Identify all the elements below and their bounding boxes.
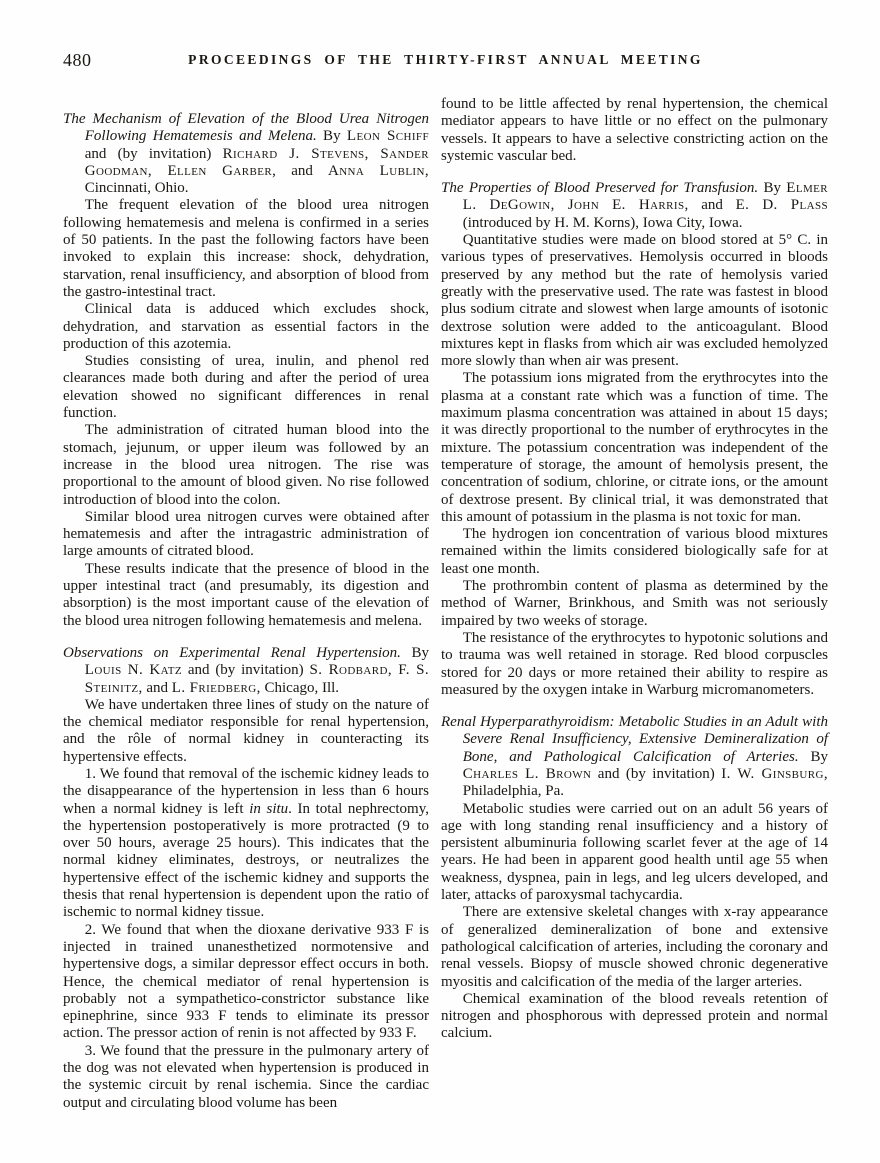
- section-heading: [63, 111, 429, 197]
- italic-run: The Properties of Blood Preserved for Transfusion.: [441, 180, 759, 197]
- text-run: and (by invitation): [84, 145, 223, 162]
- text-run: . In total nephrectomy, the hypertension postoperatively is more protracted (9 to over 50 hours, average 25 hours). This indicates that the normal kidney eliminates, destroys, or neutralizes the hypertensive effect of the ischemic kidney and supports the thesis that renal hypertension is dependent upon the ratio of ischemic to normal kidney tissue.: [63, 800, 430, 921]
- text-run: and: [688, 197, 736, 214]
- text-run: Similar blood urea nitrogen curves were obtained after hematemesis and after the intragastric administration of large amounts of citrated blood.: [63, 508, 429, 560]
- column-right: [441, 96, 828, 1112]
- paragraph: [63, 922, 429, 1043]
- text-run: The prothrombin content of plasma as determined by the method of Warner, Brinkhous, and Smith was not seriously impaired by two weeks of storage.: [441, 578, 828, 629]
- page-header: [63, 50, 828, 72]
- paragraph: [63, 509, 429, 561]
- paragraph: [63, 561, 429, 630]
- paragraph: [441, 96, 828, 165]
- text-run: 3. We found that the pressure in the pulmonary artery of the dog was not elevated when hypertension is produced in the systemic circuit by renal ischemia. Since the cardiac output and circulating blood volume has been: [63, 1042, 429, 1111]
- paragraph: [63, 422, 429, 508]
- text-run: By: [758, 180, 787, 197]
- author-names: Leon Schiff: [346, 128, 429, 145]
- author-names: E. D. Plass: [735, 197, 828, 214]
- author-names: Louis N. Katz: [84, 662, 183, 679]
- column-left: [63, 96, 429, 1112]
- text-run: and (by invitation): [591, 765, 722, 782]
- paragraph: [441, 991, 828, 1043]
- italic-run: The Mechanism of Elevation of the Blood Urea Nitrogen Following Hematemesis and Melena.: [63, 111, 429, 145]
- text-run: Studies consisting of urea, inulin, and phenol red clearances made both during and after the period of urea elevation showed no significant differences in renal function.: [63, 353, 429, 422]
- text-run: 1. We found that removal of the ischemic kidney leads to the disappearance of the hypertension in less than 6 hours when a normal kidney is left: [63, 765, 429, 817]
- text-run: Quantitative studies were made on blood stored at 5° C. in various types of preservatives. Hemolysis occurred in bloods preserved by any method but the rate of hemolysis varied greatly with the preservative used. The rate was fastest in blood plus sodium citrate and slowest when large amounts of isotonic dextrose solution were added to the anticoagulant. Blood mixtures kept in flasks from which air was excluded hemolyzed more slowly than when air was present.: [441, 232, 828, 370]
- text-run: By: [798, 748, 828, 765]
- author-names: S. Rodbard, F. S. Steinitz,: [84, 662, 429, 696]
- text-run: By: [316, 128, 347, 145]
- paragraph: [441, 370, 828, 526]
- paragraph: [441, 232, 828, 370]
- text-run: 2. We found that when the dioxane derivative 933 F is injected in trained unanesthetized normotensive and hypertensive dogs, a similar depressor effect occurs in both. Hence, the chemical mediator of renal hypertension is probably not a sympathetico-constrictor substance like epinephrine, since 933 F tends to eliminate its pressor action. The pressor action of renin is not affected by 933 F.: [63, 921, 429, 1042]
- text-run: Cincinnati, Ohio.: [84, 180, 189, 197]
- text-run: The frequent elevation of the blood urea nitrogen following hematemesis and melena is confirmed in a series of 50 patients. In the past the following factors have been invoked to explain this increase: shock, dehydration, starvation, renal insufficiency, and absorption of blood from the gastro-intestinal tract.: [63, 197, 429, 300]
- section-heading: [441, 180, 828, 232]
- text-run: Chicago, Ill.: [260, 679, 340, 696]
- author-names: Richard J. Stevens, Sander Goodman, Ellen Garber,: [84, 145, 429, 179]
- text-run: Metabolic studies were carried out on an adult 56 years of age with long standing renal insufficiency and a history of persistent albuminuria following scarlet fever at the age of 14 years. He had been in apparent good health until age 55 when weakness, dyspnea, pain in legs, and leg ulcers developed, and later, attacks of paroxysmal tachycardia.: [441, 800, 828, 904]
- text-run: and: [142, 679, 172, 696]
- text-run: found to be little affected by renal hypertension, the chemical mediator appears to have little or no effect on the pulmonary vessels. It appears to have a selective constricting action on the systemic vascular bed.: [441, 96, 828, 164]
- paragraph: [63, 197, 429, 301]
- paragraph: [441, 630, 828, 699]
- author-names: Anna Lublin,: [327, 162, 429, 179]
- italic-run: Renal Hyperparathyroidism: Metabolic Studies in an Adult with Severe Renal Insufficiency, Extensive Demineralization of Bone, and Pathological Calcification of Arteries.: [441, 714, 828, 765]
- paragraph: [441, 904, 828, 990]
- author-names: I. W. Ginsburg,: [721, 765, 828, 782]
- paragraph: [63, 301, 429, 353]
- paragraph: [63, 766, 429, 922]
- italic-run: Observations on Experimental Renal Hypertension.: [63, 644, 401, 661]
- text-run: The administration of citrated human blood into the stomach, jejunum, or upper ileum was followed by an increase in the blood urea nitrogen. The rise was proportional to the amount of blood given. No rise followed introduction of blood into the colon.: [63, 422, 429, 508]
- text-run: We have undertaken three lines of study on the nature of the chemical mediator responsible for renal hypertension, and the rôle of normal kidney in counteracting its hypertensive effects.: [63, 696, 429, 765]
- running-title: PROCEEDINGS OF THE THIRTY-FIRST ANNUAL MEETING: [188, 52, 703, 67]
- paragraph: [63, 697, 429, 766]
- text-run: Clinical data is adduced which excludes shock, dehydration, and starvation as essential factors in the production of this azotemia.: [63, 301, 429, 352]
- text-run: The resistance of the erythrocytes to hypotonic solutions and to trauma was well retained in storage. Red blood corpuscles stored for 20 days or more retained their ability to respire as measured by the oxygen intake in Warburg micromanometers.: [441, 629, 828, 698]
- author-names: Elmer L. DeGowin, John E. Harris,: [462, 180, 828, 214]
- text-run: There are extensive skeletal changes with x-ray appearance of generalized demineralization of bone and extensive pathological calcification of arteries, including the coronary and renal vessels. Biopsy of muscle showed chronic degenerative myositis and calcification of the media of the larger arteries.: [441, 904, 828, 990]
- text-run: and: [276, 162, 328, 179]
- section-heading: [441, 714, 828, 800]
- paragraph: [63, 353, 429, 422]
- italic-run: in situ: [249, 800, 289, 817]
- author-names: L. Friedberg,: [171, 679, 261, 696]
- text-run: Philadelphia, Pa.: [462, 783, 564, 800]
- two-column-text: [63, 96, 828, 1112]
- author-names: Charles L. Brown: [462, 765, 592, 782]
- paragraph: [441, 578, 828, 630]
- text-run: Chemical examination of the blood reveals retention of nitrogen and phosphorous with depressed protein and normal calcium.: [441, 990, 828, 1042]
- text-run: and (by invitation): [182, 662, 310, 679]
- paragraph: [441, 526, 828, 578]
- text-run: These results indicate that the presence of blood in the upper intestinal tract (and presumably, its digestion and absorption) is the most important cause of the elevation of the blood urea nitrogen following hematemesis and melena.: [63, 560, 429, 629]
- paragraph: [441, 801, 828, 905]
- text-run: (introduced by H. M. Korns), Iowa City, Iowa.: [462, 214, 743, 231]
- paragraph: [63, 1043, 429, 1112]
- text-run: By: [400, 644, 429, 661]
- section-heading: [63, 645, 429, 697]
- page-number: 480: [63, 50, 92, 70]
- text-run: The potassium ions migrated from the erythrocytes into the plasma at a constant rate which was a function of time. The maximum plasma concentration was attained in about 15 days; it was directly proportional to the number of erythrocytes in the mixture. The potassium concentration was independent of the temperature of storage, the amount of hemolysis present, the concentration of sodium, chlorine, or citrate ions, or the amount of dextrose present. By clinical trial, it was demonstrated that this amount of potassium in the plasma is not toxic for man.: [441, 370, 828, 525]
- text-run: The hydrogen ion concentration of various blood mixtures remained within the limits considered biologically safe for at least one month.: [441, 526, 828, 577]
